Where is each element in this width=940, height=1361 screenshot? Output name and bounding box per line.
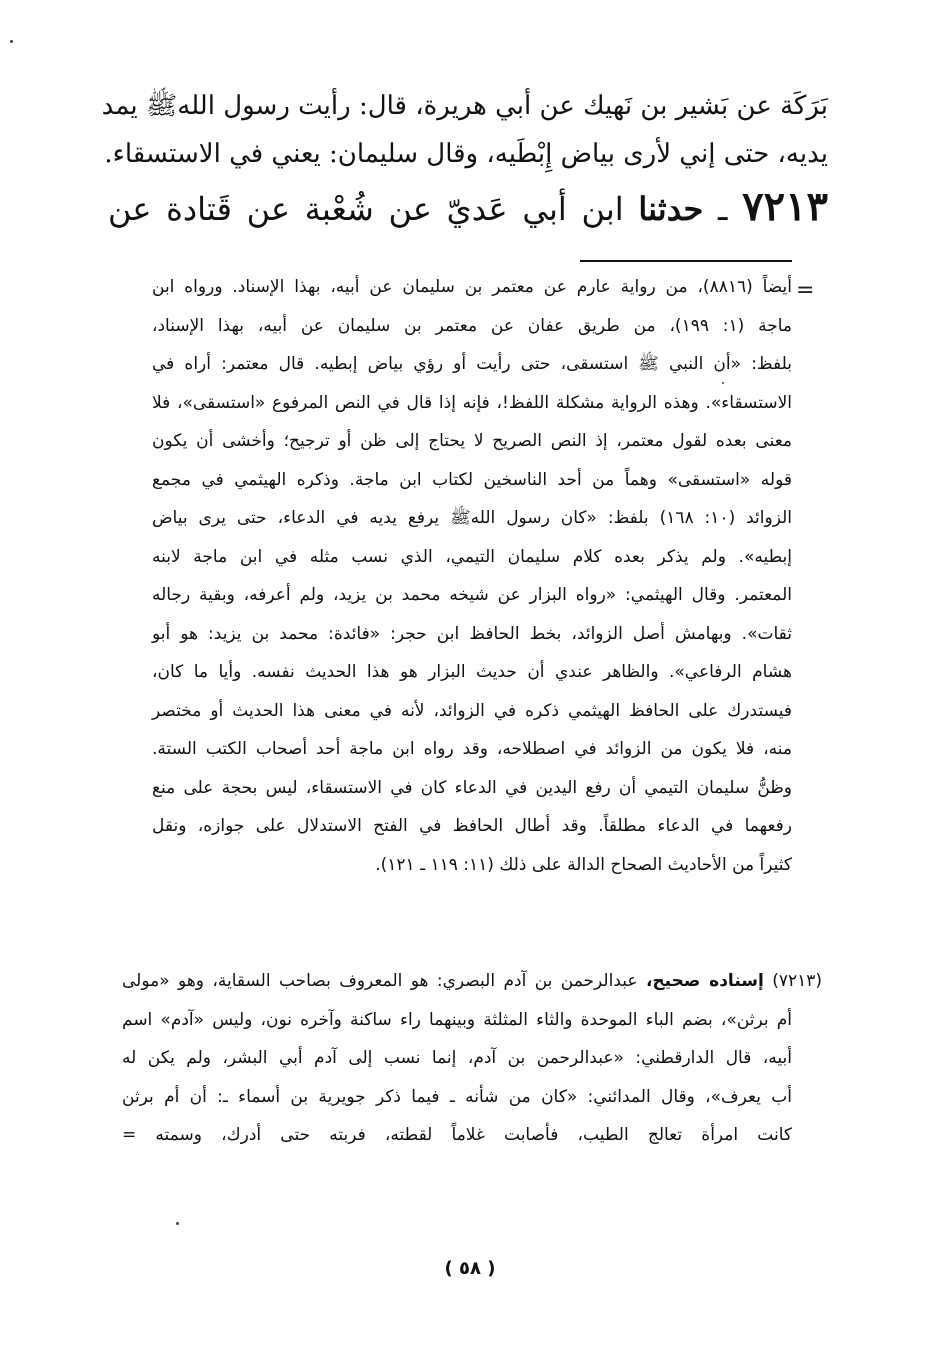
footnote-line: أم برثن»، بضم الباء الموحدة والثاء المثلثة وبينهما راء ساكنة وآخره نون، وليس «آدم» اسم [122,1009,792,1030]
footnote-line: بلفظ: «أن النبي ﷺ استسقى، حتى رأيت أو رؤي بياض إبطيه. قال معتمر: أراه في [152,354,792,374]
hadith-dash: ـ [718,190,728,228]
footnote-line: فيستدرك على الحافظ الهيثمي ذكره في الزوائد، لأنه في معنى هذا الحديث أو مختصر [152,700,792,721]
footnote-line: كانت امرأة تعالج الطيب، فأصابت غلاماً لقطته، فربته حتى أدرك، وسمته = [122,1125,792,1145]
footnote-line: ماجة (١: ١٩٩)، من طريق عفان عن معتمر بن سليمان عن أبيه، بهذا الإسناد، [152,315,792,336]
footnote-first-line-text: عبدالرحمن بن آدم البصري: هو المعروف بصاحب السقاية، وهو «مولى [122,971,638,991]
main-hadith-text [101,82,829,236]
footnote-line: إبطيه». ولم يذكر بعده كلام سليمان التيمي، الذي نسب مثله في ابن ماجة لابنه [152,546,792,567]
footnote-continuation-mark: = [796,278,815,303]
footnote-line: الاستسقاء». وهذه الرواية مشكلة اللفظ!، فإنه إذا قال في النص المرفوع «استسقى»، فلا [152,392,792,413]
footnote-line: وظنُّ سليمان التيمي أن رفع اليدين في الدعاء كان في الاستسقاء، ليس بحجة على منع [152,777,792,798]
main-text-line: بَرَكَة عن بَشير بن نَهيك عن أبي هريرة، قال: رأيت رسول اللهﷺ يمد [101,91,828,121]
footnote-7213 [122,962,822,1155]
footnote-line: المعتمر. وقال الهيثمي: «رواه البزار عن شيخه محمد بن يزيد، ولم أعرفه، وبقية رجاله [152,585,792,605]
footnote-line: أيضاً (٨٨١٦)، من رواية عارم عن معتمر بن سليمان عن أبيه، بهذا الإسناد. ورواه ابن [152,277,792,297]
footnote-line: أبيه، قال الدارقطني: «عبدالرحمن بن آدم، إنما نسب إلى آدم أبي البشر، ولم يكن له [122,1048,792,1068]
hadith-number: ٧٢١٣ [742,183,829,230]
footnote-first-line [122,962,822,1001]
scan-speck [722,382,724,384]
footnote-line: أب يعرف»، وقال المدائني: «كان من شأنه ـ فيما ذكر جويرية بن أسماء ـ: أن أم برثن [122,1086,792,1107]
footnote-line: رفعهما في الدعاء مطلقاً. وقد أطال الحافظ في الفتح الاستدلال على جوازه، ونقل [152,816,792,836]
footnote-line: منه، فلا يكون من الزوائد في اصطلاحه، وقد رواه ابن ماجة أحد أصحاب الكتب الستة. [152,739,792,759]
footnote-line: قوله «استسقى» وهماً من أحد الناسخين لكتاب ابن ماجة. وذكره الهيثمي في مجمع [152,469,792,490]
scan-speck [176,1222,179,1225]
footnote-continued [152,268,792,884]
footnote-number: (٧٢١٣) [772,971,823,991]
hadith-heading [108,180,828,236]
hadith-chain: ابن أبي عَديّ عن شُعْبة عن قَتادة عن [108,190,624,228]
footnote-divider [580,260,792,262]
footnote-line: كثيراً من الأحاديث الصحاح الدالة على ذلك (١١: ١١٩ ـ ١٢١). [375,854,792,875]
footnote-line: الزوائد (١٠: ١٦٨) بلفظ: «كان رسول اللهﷺ يرفع يديه في الدعاء، حتى يرى بياض [152,508,793,528]
main-text-line: يديه، حتى إني لأرى بياض إِبْطَيه، وقال سليمان: يعني في الاستسقاء. [104,139,828,169]
footnote-line: معنى بعده لقول معتمر، إذ النص الصريح لا يحتاج إلى ظن أو ترجيح؛ وأخشى أن يكون [152,431,792,451]
footnote-line: ثقات». وبهامش أصل الزوائد، بخط الحافظ ابن حجر: «فائدة: محمد بن يزيد: هو أبو [152,623,792,644]
footnote-line: هشام الرفاعي». والظاهر عندي أن حديث البزار هو هذا الحديث نفسه. وأيا ما كان، [152,662,792,682]
page-number: ( ٥٨ ) [444,1258,496,1279]
footnote-verdict: إسناده صحيح، [645,971,764,991]
hadith-haddathana: حدثنا [638,190,704,228]
scan-speck [10,40,13,43]
